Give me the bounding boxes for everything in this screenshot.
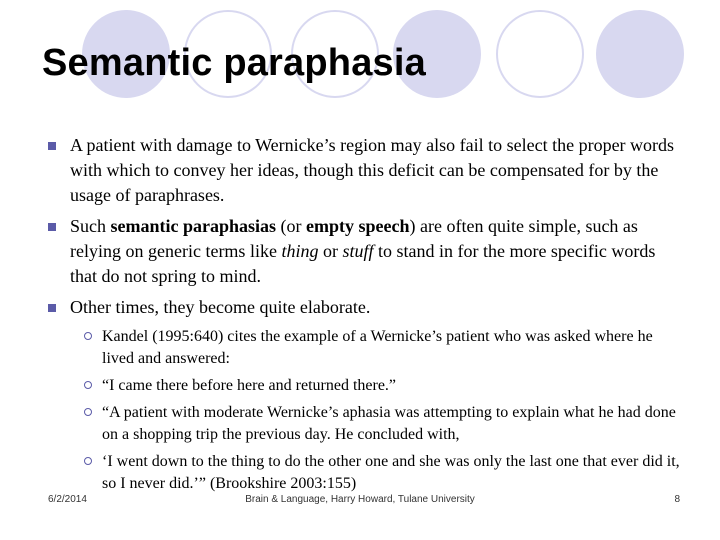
slide-title: Semantic paraphasia <box>42 42 426 84</box>
sub-bullet-item <box>48 326 684 370</box>
bullet-text: Other times, they become quite elaborate. <box>70 297 371 317</box>
square-bullet-icon <box>48 304 56 312</box>
bullet-text: A patient with damage to Wernicke’s region may also fail to select the proper words with which to convey her ideas, though this deficit can be compensated for by the usage of paraphrases. <box>70 135 675 205</box>
sub-bullet-item <box>48 451 684 495</box>
circle-bullet-icon <box>84 381 92 389</box>
footer-center-text: Brain & Language, Harry Howard, Tulane University <box>245 494 475 505</box>
circle-outline-3 <box>497 11 583 97</box>
bullet-item <box>48 214 684 289</box>
square-bullet-icon <box>48 142 56 150</box>
sub-bullet-text: “I came there before here and returned there.” <box>102 377 397 394</box>
square-bullet-icon <box>48 223 56 231</box>
slide-content <box>48 133 684 500</box>
sub-bullet-list <box>48 326 684 495</box>
sub-bullet-text: Kandel (1995:640) cites the example of a Wernicke’s patient who was asked where he lived and answered: <box>102 328 653 367</box>
bullet-item <box>48 295 684 320</box>
bullet-item <box>48 133 684 208</box>
circle-bullet-icon <box>84 457 92 465</box>
footer-page-number: 8 <box>674 494 680 505</box>
circle-bullet-icon <box>84 332 92 340</box>
sub-bullet-text: ‘I went down to the thing to do the other one and she was only the last one that ever did it, so I never did.’” (Brookshire 2003:155) <box>102 453 680 492</box>
circle-filled-3 <box>596 10 684 98</box>
sub-bullet-item <box>48 375 684 397</box>
sub-bullet-item <box>48 402 684 446</box>
sub-bullet-text: “A patient with moderate Wernicke’s aphasia was attempting to explain what he had done on a shopping trip the previous day. He concluded with, <box>102 404 676 443</box>
bullet-text: Such semantic paraphasias (or empty speech) are often quite simple, such as relying on generic terms like thing or stuff to stand in for the more specific words that do not spring to mind. <box>70 216 656 286</box>
footer-date: 6/2/2014 <box>48 494 87 505</box>
circle-bullet-icon <box>84 408 92 416</box>
